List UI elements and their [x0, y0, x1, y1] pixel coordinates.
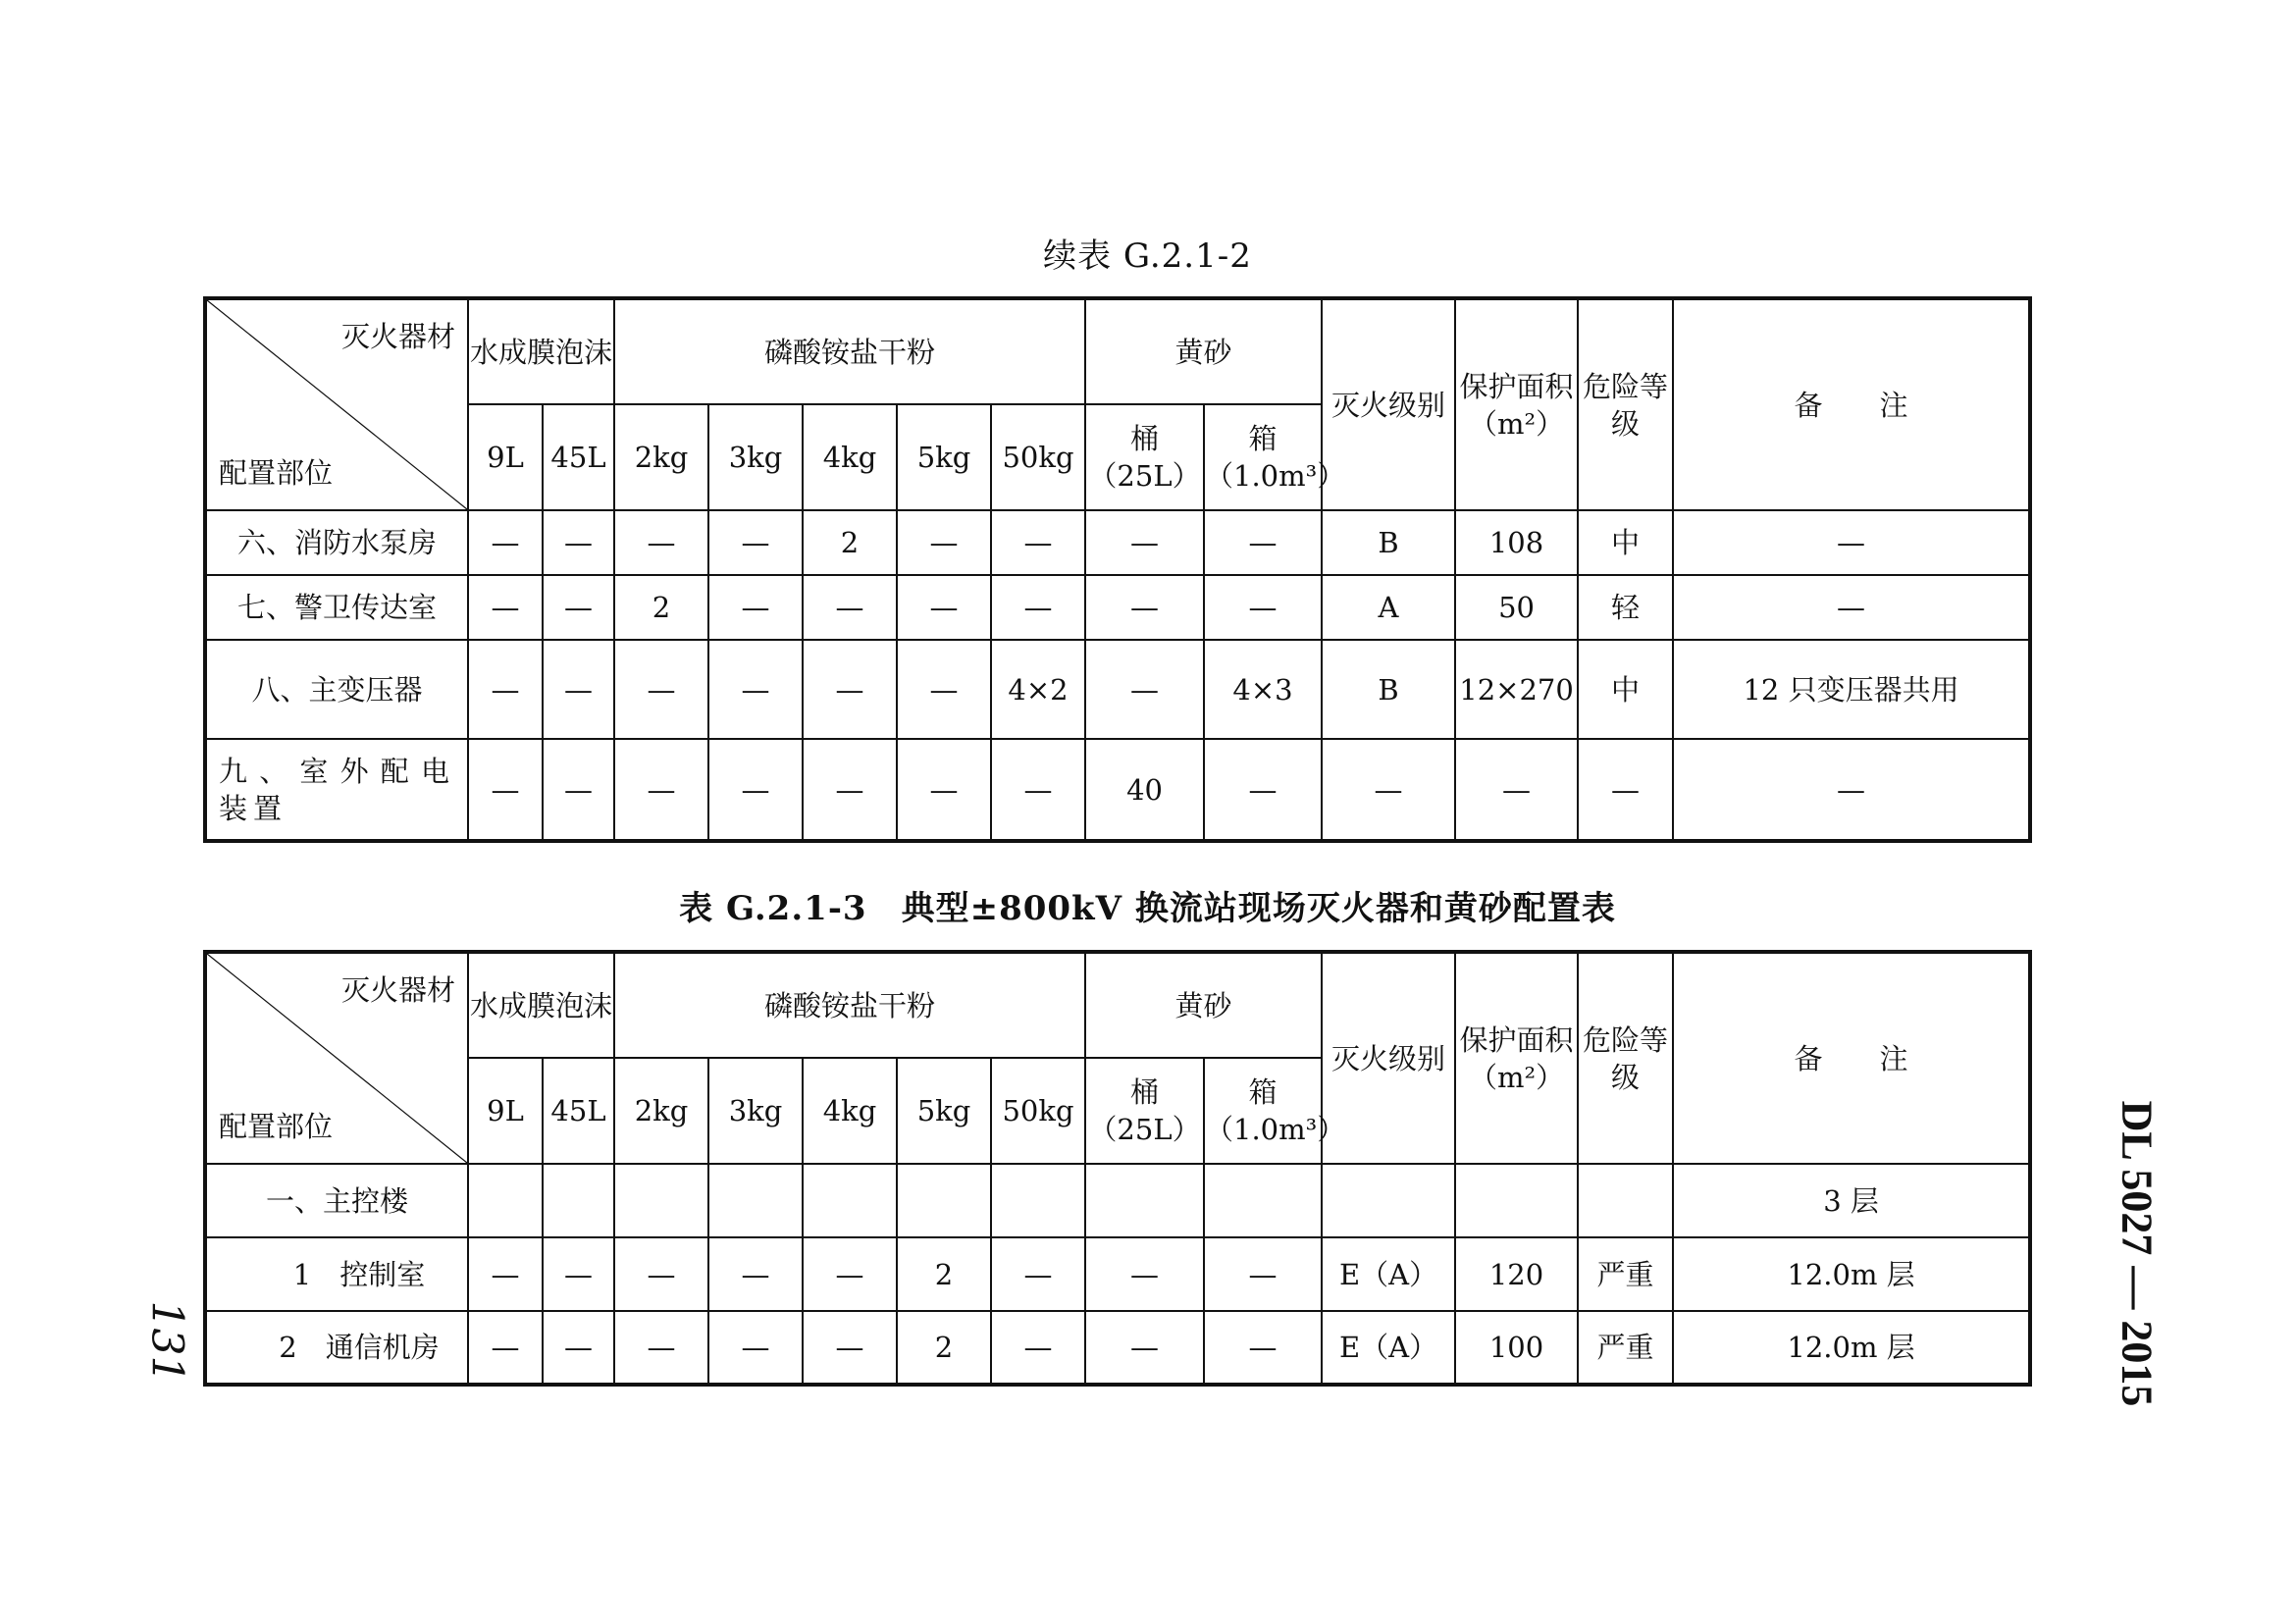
cell: — — [803, 739, 897, 841]
cell: — — [543, 640, 614, 739]
cell — [614, 1164, 708, 1237]
cell: 12×270 — [1455, 640, 1578, 739]
cell: B — [1322, 640, 1455, 739]
cell: — — [1322, 739, 1455, 841]
cell: — — [897, 640, 991, 739]
cell: — — [991, 739, 1085, 841]
cell: — — [803, 640, 897, 739]
cell: — — [708, 510, 803, 575]
cell-remark: 12 只变压器共用 — [1673, 640, 2030, 739]
cell: E（A） — [1322, 1311, 1455, 1385]
cell: — — [708, 739, 803, 841]
cell: — — [708, 640, 803, 739]
cell: — — [1085, 1311, 1204, 1385]
subheader-box: 箱（1.0m³） — [1204, 1058, 1322, 1164]
cell — [543, 1164, 614, 1237]
header-hazard-level: 危险等级 — [1578, 952, 1673, 1164]
subheader-box: 箱（1.0m³） — [1204, 404, 1322, 510]
row-label: 1 控制室 — [205, 1237, 468, 1311]
cell: — — [803, 575, 897, 640]
cell: — — [991, 1311, 1085, 1385]
cell: — — [1204, 739, 1322, 841]
cell: — — [708, 1311, 803, 1385]
subheader-bucket: 桶（25L） — [1085, 404, 1204, 510]
cell: — — [1455, 739, 1578, 841]
table-caption-continued: 续表 G.2.1-2 — [1043, 236, 1252, 276]
cell: — — [468, 640, 543, 739]
cell: — — [1673, 575, 2030, 640]
cell: — — [468, 510, 543, 575]
cell: 40 — [1085, 739, 1204, 841]
cell: — — [614, 739, 708, 841]
table-caption: 表 G.2.1-3 典型±800kV 换流站现场灭火器和黄砂配置表 — [679, 889, 1616, 928]
cell: 4×3 — [1204, 640, 1322, 739]
corner-header — [205, 952, 468, 1164]
subheader-9l: 9L — [468, 404, 543, 510]
cell: — — [991, 510, 1085, 575]
cell-remark: 3 层 — [1673, 1164, 2030, 1237]
cell: 100 — [1455, 1311, 1578, 1385]
cell — [991, 1164, 1085, 1237]
cell — [1204, 1164, 1322, 1237]
cell: — — [614, 1237, 708, 1311]
row-label: 2 通信机房 — [205, 1311, 468, 1385]
cell — [708, 1164, 803, 1237]
header-protected-area: 保护面积（m²） — [1455, 952, 1578, 1164]
cell: — — [1085, 1237, 1204, 1311]
header-fire-class: 灭火级别 — [1322, 298, 1455, 510]
subheader-3kg: 3kg — [708, 404, 803, 510]
cell: 2 — [614, 575, 708, 640]
cell: — — [614, 1311, 708, 1385]
header-dry-powder: 磷酸铵盐干粉 — [614, 298, 1085, 404]
cell: — — [543, 1311, 614, 1385]
cell: 轻 — [1578, 575, 1673, 640]
subheader-50kg: 50kg — [991, 404, 1085, 510]
row-label: 八、主变压器 — [205, 640, 468, 739]
table-row — [205, 510, 2030, 575]
extinguisher-table — [203, 950, 2032, 1387]
header-remark: 备 注 — [1673, 952, 2030, 1164]
subheader-9l: 9L — [468, 1058, 543, 1164]
corner-header-equipment: 灭火器材 — [340, 320, 455, 353]
row-label: 六、消防水泵房 — [205, 510, 468, 575]
cell: E（A） — [1322, 1237, 1455, 1311]
cell — [468, 1164, 543, 1237]
cell: 108 — [1455, 510, 1578, 575]
cell: A — [1322, 575, 1455, 640]
cell: 2 — [803, 510, 897, 575]
cell-remark: 12.0m 层 — [1673, 1311, 2030, 1385]
cell: — — [468, 1311, 543, 1385]
cell: — — [543, 1237, 614, 1311]
cell: — — [543, 739, 614, 841]
header-foam: 水成膜泡沫 — [468, 952, 614, 1058]
cell: — — [1085, 510, 1204, 575]
cell: 120 — [1455, 1237, 1578, 1311]
page-number: 131 — [141, 1300, 192, 1384]
cell: — — [614, 510, 708, 575]
cell: 2 — [897, 1237, 991, 1311]
header-fire-class: 灭火级别 — [1322, 952, 1455, 1164]
subheader-4kg: 4kg — [803, 1058, 897, 1164]
cell: — — [708, 1237, 803, 1311]
header-foam: 水成膜泡沫 — [468, 298, 614, 404]
cell: 中 — [1578, 640, 1673, 739]
subheader-2kg: 2kg — [614, 1058, 708, 1164]
table-row — [205, 575, 2030, 640]
subheader-3kg: 3kg — [708, 1058, 803, 1164]
row-label: 一、主控楼 — [205, 1164, 468, 1237]
cell: — — [468, 575, 543, 640]
cell: — — [614, 640, 708, 739]
cell: — — [1204, 575, 1322, 640]
corner-header-location: 配置部位 — [219, 1110, 334, 1143]
cell: — — [897, 510, 991, 575]
cell: — — [468, 739, 543, 841]
cell: — — [708, 575, 803, 640]
cell: — — [1673, 739, 2030, 841]
table-row — [205, 1164, 2030, 1237]
cell: — — [1578, 739, 1673, 841]
cell — [803, 1164, 897, 1237]
cell: — — [991, 575, 1085, 640]
header-hazard-level: 危险等级 — [1578, 298, 1673, 510]
cell: — — [1204, 510, 1322, 575]
header-protected-area: 保护面积（m²） — [1455, 298, 1578, 510]
subheader-4kg: 4kg — [803, 404, 897, 510]
table-row — [205, 1237, 2030, 1311]
cell: 4×2 — [991, 640, 1085, 739]
corner-header-equipment: 灭火器材 — [340, 973, 455, 1007]
subheader-bucket: 桶（25L） — [1085, 1058, 1204, 1164]
table-row — [205, 1311, 2030, 1385]
cell: — — [897, 575, 991, 640]
document-id: DL 5027 — 2015 — [2112, 1100, 2162, 1407]
table-row — [205, 640, 2030, 739]
subheader-5kg: 5kg — [897, 404, 991, 510]
cell-remark: 12.0m 层 — [1673, 1237, 2030, 1311]
cell: — — [1085, 575, 1204, 640]
cell: — — [543, 575, 614, 640]
cell: B — [1322, 510, 1455, 575]
cell: 严重 — [1578, 1311, 1673, 1385]
cell: — — [1085, 640, 1204, 739]
cell — [1085, 1164, 1204, 1237]
header-remark: 备 注 — [1673, 298, 2030, 510]
cell: — — [1204, 1311, 1322, 1385]
cell: 2 — [897, 1311, 991, 1385]
cell: — — [1673, 510, 2030, 575]
cell: 50 — [1455, 575, 1578, 640]
table-row — [205, 739, 2030, 841]
cell: — — [803, 1237, 897, 1311]
cell: — — [543, 510, 614, 575]
subheader-2kg: 2kg — [614, 404, 708, 510]
corner-header-location: 配置部位 — [219, 456, 334, 490]
cell: — — [991, 1237, 1085, 1311]
cell — [897, 1164, 991, 1237]
cell — [1455, 1164, 1578, 1237]
cell: 中 — [1578, 510, 1673, 575]
subheader-50kg: 50kg — [991, 1058, 1085, 1164]
subheader-5kg: 5kg — [897, 1058, 991, 1164]
cell: 严重 — [1578, 1237, 1673, 1311]
cell: — — [1204, 1237, 1322, 1311]
corner-header — [205, 298, 468, 510]
header-sand: 黄砂 — [1085, 298, 1322, 404]
cell — [1578, 1164, 1673, 1237]
cell: — — [803, 1311, 897, 1385]
header-dry-powder: 磷酸铵盐干粉 — [614, 952, 1085, 1058]
cell — [1322, 1164, 1455, 1237]
subheader-45l: 45L — [543, 404, 614, 510]
header-sand: 黄砂 — [1085, 952, 1322, 1058]
subheader-45l: 45L — [543, 1058, 614, 1164]
row-label: 七、警卫传达室 — [205, 575, 468, 640]
cell: — — [897, 739, 991, 841]
extinguisher-table-continued — [203, 296, 2032, 843]
row-label: 九、室外配电装置 — [205, 739, 468, 841]
cell: — — [468, 1237, 543, 1311]
